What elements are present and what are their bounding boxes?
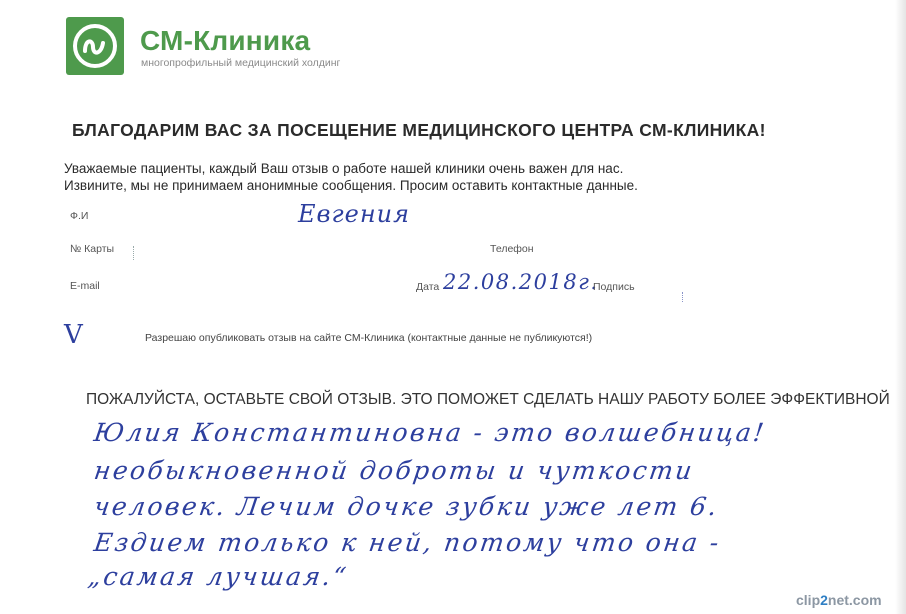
intro-line-2: Извините, мы не принимаем анонимные сообщения. Просим оставить контактные данные. [64, 178, 638, 193]
intro-line-1: Уважаемые пациенты, каждый Ваш отзыв о работе нашей клиники очень важен для нас. [64, 161, 624, 176]
date-label: Дата [416, 281, 440, 293]
publish-label: Разрешаю опубликовать отзыв на сайте СМ-Клиника (контактные данные не публикуются!) [145, 332, 593, 344]
publish-checkbox[interactable]: V [64, 320, 83, 350]
watermark-highlight: 2 [820, 592, 828, 608]
clip2net-watermark [796, 592, 882, 608]
card-label: № Карты [70, 243, 115, 255]
review-line-5: „самая лучшая.“ [86, 562, 351, 591]
review-line-1: Юлия Константиновна - это волшебница! [92, 418, 768, 447]
watermark-prefix: clip [796, 592, 821, 608]
cm-clinic-logo-icon [66, 17, 124, 75]
brand-name: СМ-Клиника [140, 25, 311, 56]
date-field[interactable]: 22.08.2018г. [443, 270, 599, 294]
page-edge-shadow [895, 0, 906, 614]
review-line-4: Ездием только к ней, потому что она - [92, 528, 723, 557]
name-label: Ф.И [70, 210, 89, 222]
review-title: ПОЖАЛУЙСТА, ОСТАВЬТЕ СВОЙ ОТЗЫВ. ЭТО ПОМОЖЕТ СДЕЛАТЬ НАШУ РАБОТУ БОЛЕЕ ЭФФЕКТИВНОЙ [86, 391, 890, 408]
page-headline: БЛАГОДАРИМ ВАС ЗА ПОСЕЩЕНИЕ МЕДИЦИНСКОГО ЦЕНТРА СМ-КЛИНИКА! [72, 120, 766, 140]
signature-field[interactable] [682, 292, 685, 302]
watermark-suffix: net.com [827, 592, 882, 608]
review-line-3: человек. Лечим дочке зубки уже лет 6. [92, 492, 721, 521]
name-field[interactable]: Евгения [298, 200, 410, 228]
phone-label: Телефон [490, 243, 534, 255]
signature-label: Подпись [593, 281, 635, 293]
card-field[interactable] [133, 246, 136, 260]
email-label: E-mail [70, 280, 100, 292]
logo-box [66, 17, 124, 75]
review-line-2: необыкновенной доброты и чуткости [92, 456, 696, 485]
brand-subtitle: многопрофильный медицинский холдинг [141, 57, 341, 69]
